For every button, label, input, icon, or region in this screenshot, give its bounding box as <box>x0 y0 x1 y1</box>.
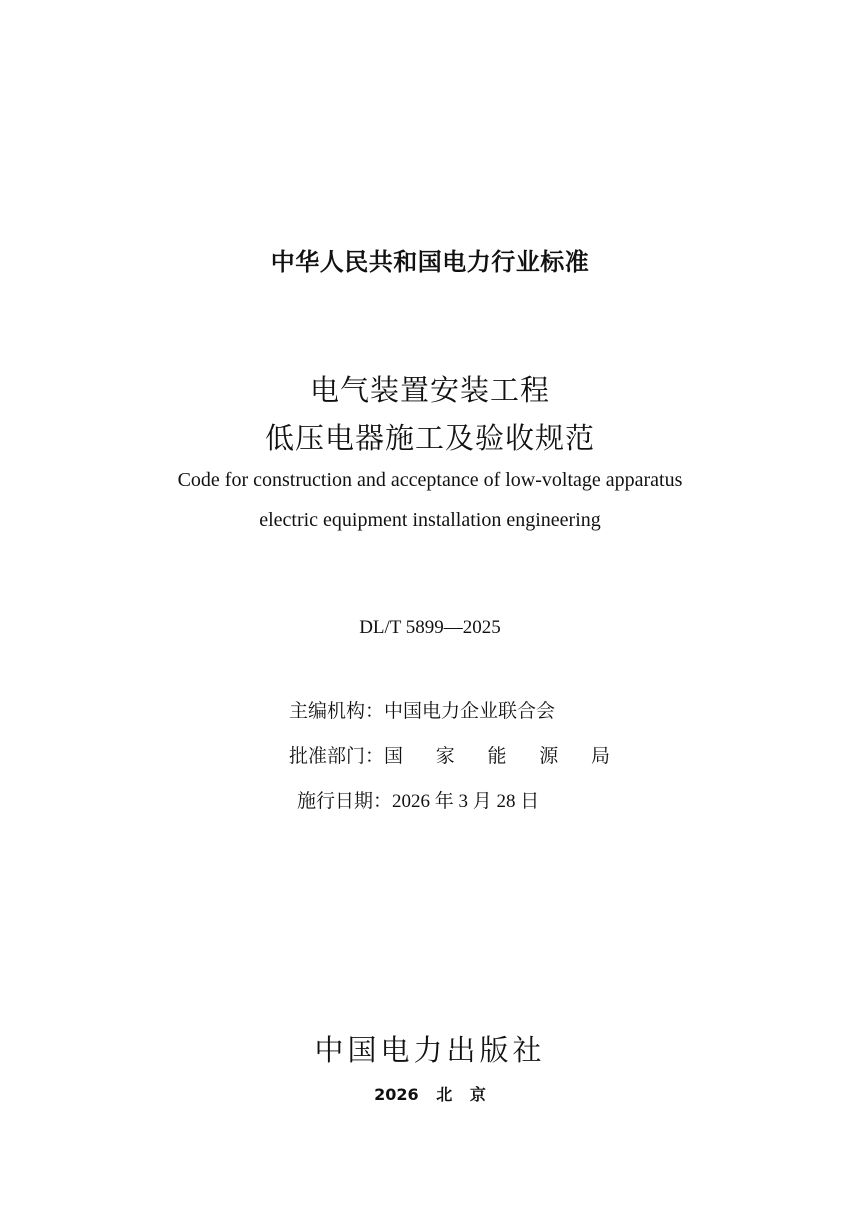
document-title-line-2: 低压电器施工及验收规范 <box>264 423 595 455</box>
publication-year-place: 2026 北 京 <box>374 1085 486 1104</box>
approver-row <box>289 741 624 768</box>
issuer-heading: 中华人民共和国电力行业标准 <box>270 248 590 276</box>
effective-date-row <box>297 786 539 813</box>
approver-label: 批准部门： <box>289 746 385 767</box>
english-title-line-2: electric equipment installation engineering <box>259 509 601 531</box>
effective-date-label: 施行日期： <box>297 791 393 812</box>
approver-value: 国 家 能 源 局 <box>384 746 625 767</box>
standard-code: DL/T 5899—2025 <box>359 617 501 638</box>
publisher-name: 中国电力出版社 <box>314 1035 546 1067</box>
document-title-line-1: 电气装置安装工程 <box>309 375 550 407</box>
english-title-line-1: Code for construction and acceptance of low-voltage apparatus <box>177 469 683 491</box>
editor-value: 中国电力企业联合会 <box>384 701 556 722</box>
editor-label: 主编机构： <box>289 701 385 722</box>
effective-date-value: 2026 年 3 月 28 日 <box>392 791 540 812</box>
editor-row <box>289 696 555 723</box>
